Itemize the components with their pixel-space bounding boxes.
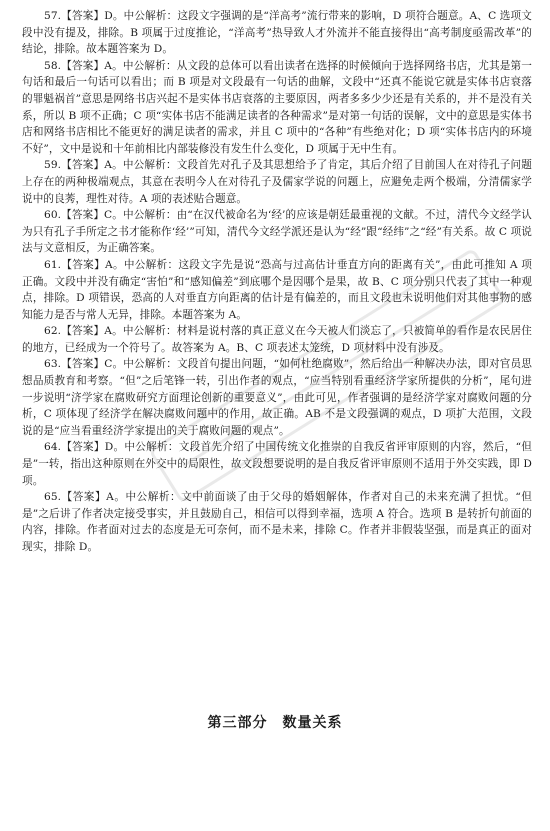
answer-59: 59.【答案】A。中公解析：文段首先对孔子及其思想给予了肯定，其后介绍了目前国人在对待孔子问题上存在的两种极端观点，其意在表明今人在对待孔子及儒家学说的问题上，应避免走两个极端，分清儒家学说中的良莠，理性对待。A 项的表述贴合题意。 — [22, 159, 532, 205]
answer-57: 57.【答案】D。中公解析：这段文字强调的是“洋高考”流行带来的影响，D 项符合题意。A、C 选项文段中没有提及，排除。B 项属于过度推论，“洋高考”热导致人才外流并不能直接得出“高考制度亟需改革”的结论，排除。故本题答案为 D。 — [22, 10, 532, 56]
answer-58: 58.【答案】A。中公解析：从文段的总体可以看出读者在选择的时候倾向于选择网络书店，尤其是第一句话和最后一句话可以看出；而 B 项是对文段最有一句话的曲解，文段中“还真不能说它就是实体书店衰落的罪魁祸首”意思是网络书店兴起不是实体书店衰落的主要原因，两者多多少少还是有关系的，并不是没有关系，所以 B 项不正确；C 项“实体书店不能满足读者的各种需求”是对第一句话的误解，文中的意思是实体书店和网络书店相比不能更好的满足读者的需求，并且 C 项中的“各种”有些绝对化；D 项“实体书店内的环境不好”，文中是说和十年前相比内部装修没有发生什么变化，D 项属于无中生有。 — [22, 59, 532, 155]
section-title: 第三部分 数量关系 — [207, 715, 343, 731]
answer-62: 62.【答案】A。中公解析：材料是说村落的真正意义在今天被人们淡忘了，只被简单的看作是农民居住的地方，已经成为一个符号了。故答案为 A。B、C 项表述太笼统，D 项材料中没有涉及。 — [22, 325, 532, 354]
answer-61: 61.【答案】A。中公解析：这段文字先是说“恐高与过高估计垂直方向的距离有关”，由此可推知 A 项正确。文段中并没有确定“害怕”和“感知偏差”到底哪个是因哪个是果，故 B、C 项分别只代表了其中一种观点，排除。D 项错误，恐高的人对垂直方向距离的估计是有偏差的，而且文段也未说明他们对其他事物的感知能力是否与常人无异，排除。本题答案为 A。 — [22, 258, 532, 321]
answer-64: 64.【答案】D。中公解析：文段首先介绍了中国传统文化推崇的自我反省评审原则的内容，然后，“但是”一转，指出这种原则在外交中的局限性，故文段想要说明的是自我反省评审原则不适用于外交实践，即 D 项。 — [22, 441, 532, 487]
answer-60: 60.【答案】C。中公解析：由“在汉代被命名为‘经’的应该是朝廷最重视的文献。不过，清代今文经学认为只有孔子手所定之书才能称作‘经’”可知，清代今文经学派还是认为“经”跟“经纬”之“经”有关系。故 C 项说法与文意相反，为正确答案。 — [22, 209, 532, 255]
answer-65: 65.【答案】A。中公解析：文中前面谈了由于父母的婚姻解体，作者对自己的未来充满了担忧。“但是”之后讲了作者决定接受事实，并且鼓励自己，相信可以得到幸福，选项 A 符合。选项 B 是转折句前面的内容，排除。作者面对过去的态度是无可奈何，而不是未来，排除 C。作者并非假装坚强，而是真正的面对现实，排除 D。 — [22, 491, 532, 553]
answer-63: 63.【答案】C。中公解析：文段首句提出问题，“如何杜绝腐败”，然后给出一种解决办法，即对官员思想品质教育和考察。“但”之后笔锋一转，引出作者的观点，“应当特别看重经济学家所提供的分析”，尾句进一步说明“济学家在腐败研究方面理论创新的重要意义”，由此可见，作者强调的是经济学家对腐败问题的分析，C 项体现了经济学在解决腐败问题中的作用，故正确。AB 不是文段强调的观点，D 项扩大范围，文段说的是“应当看重经济学家提出的关于腐败问题的观点”。 — [22, 358, 532, 437]
